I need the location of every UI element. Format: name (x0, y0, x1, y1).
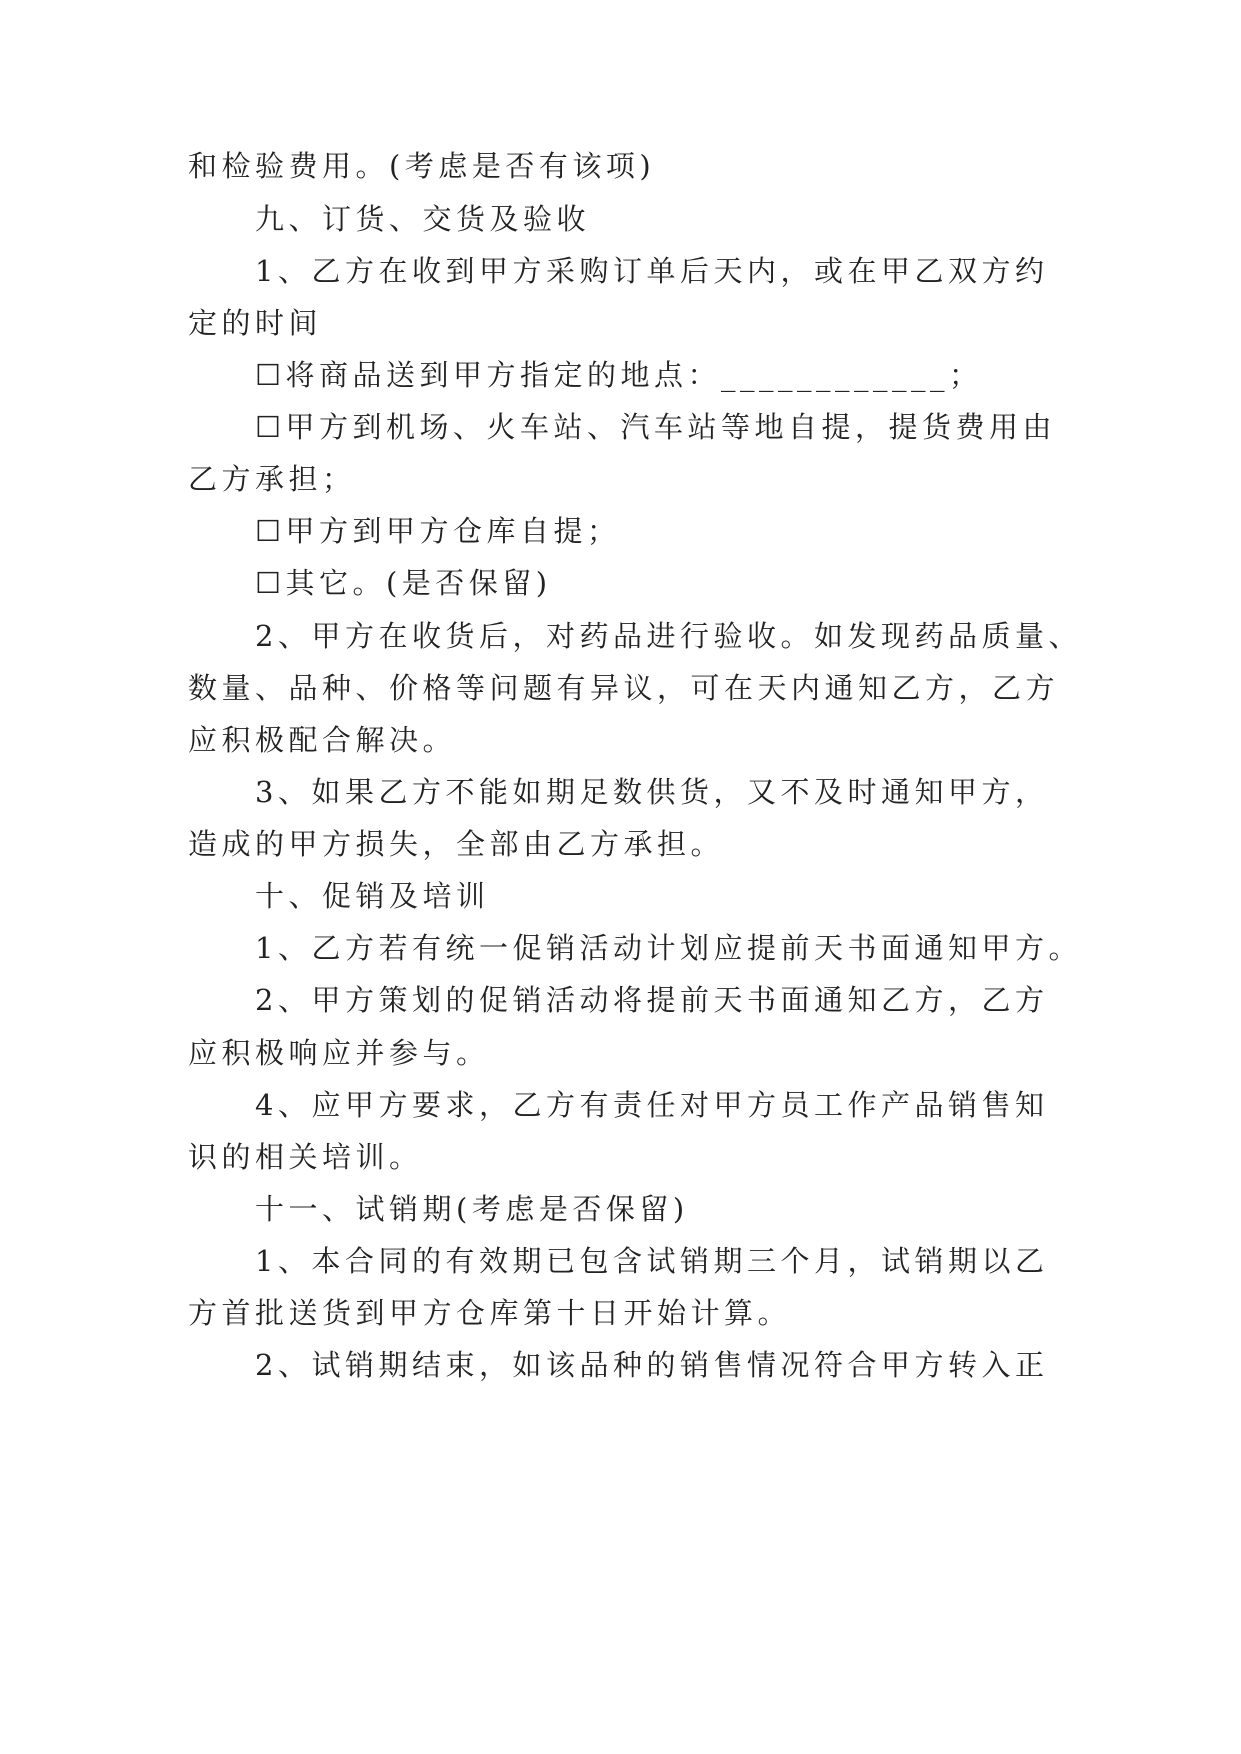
text-line: 数量、品种、价格等问题有异议，可在天内通知乙方，乙方 (188, 671, 1060, 705)
text-line: 乙方承担； (188, 462, 356, 496)
text-line: 3、如果乙方不能如期足数供货，又不及时通知甲方， (255, 775, 1049, 809)
text-line: 1、本合同的有效期已包含试销期三个月，试销期以乙 (255, 1244, 1049, 1278)
text-line: 2、甲方在收货后，对药品进行验收。如发现药品质量、 (255, 619, 1082, 653)
text-line: 方首批送货到甲方仓库第十日开始计算。 (188, 1296, 792, 1330)
checkbox-option-line: ☐甲方到甲方仓库自提； (255, 514, 621, 548)
text-line: 2、试销期结束，如该品种的销售情况符合甲方转入正 (255, 1348, 1049, 1382)
text-line: 识的相关培训。 (188, 1140, 423, 1174)
checkbox-option-line: ☐将商品送到甲方指定的地点：____________； (255, 358, 983, 392)
checkbox-option-line: ☐其它。(是否保留) (255, 566, 552, 600)
text-line: 2、甲方策划的促销活动将提前天书面通知乙方，乙方 (255, 983, 1049, 1017)
text-line: 造成的甲方损失，全部由乙方承担。 (188, 827, 725, 861)
section-heading: 十一、试销期(考虑是否保留) (255, 1192, 689, 1226)
text-line: 1、乙方在收到甲方采购订单后天内，或在甲乙双方约 (255, 254, 1049, 288)
text-line: 定的时间 (188, 306, 323, 340)
text-line: 应积极配合解决。 (188, 723, 457, 757)
text-line: 1、乙方若有统一促销活动计划应提前天书面通知甲方。 (255, 931, 1082, 965)
text-line: 4、应甲方要求，乙方有责任对甲方员工作产品销售知 (255, 1088, 1049, 1122)
section-heading: 十、促销及培训 (255, 879, 490, 913)
checkbox-option-line: ☐甲方到机场、火车站、汽车站等地自提，提货费用由 (255, 410, 1056, 444)
text-line: 应积极响应并参与。 (188, 1036, 490, 1070)
section-heading: 九、订货、交货及验收 (255, 202, 591, 236)
text-line: 和检验费用。(考虑是否有该项) (188, 149, 656, 183)
